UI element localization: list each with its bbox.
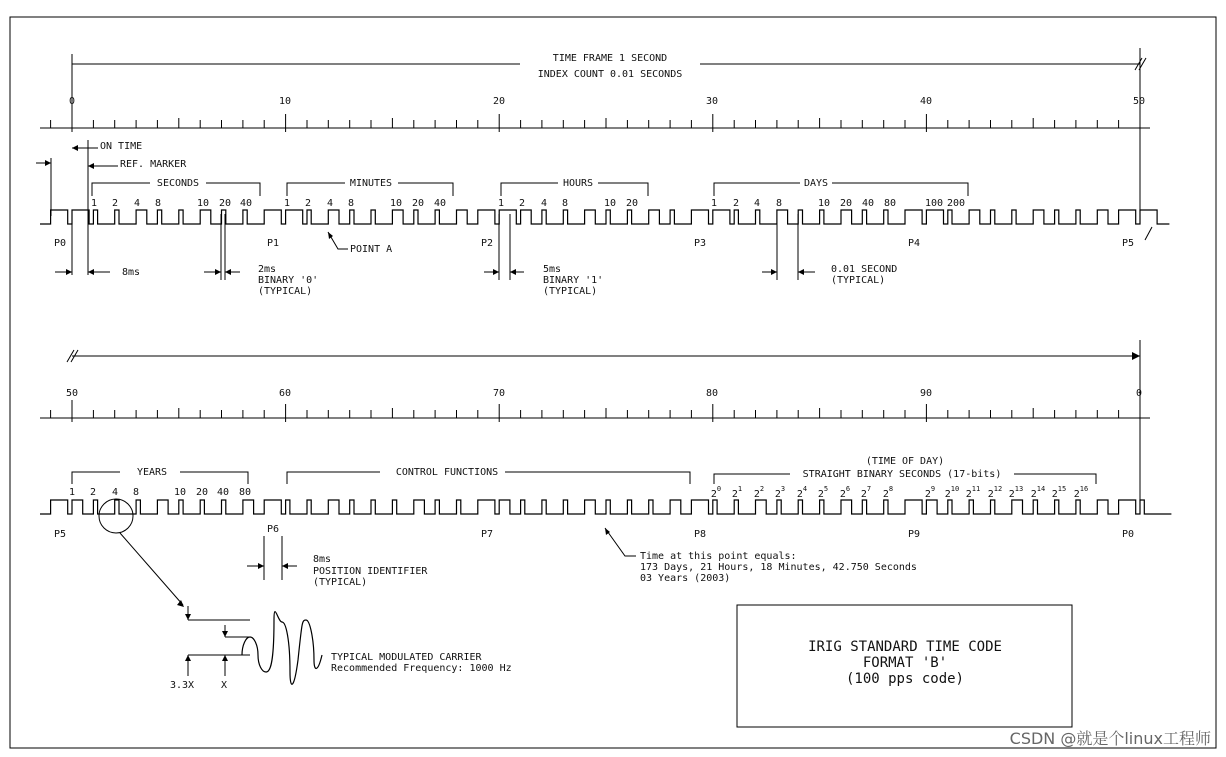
yr-bit-10: 10 [173,487,187,498]
sbs-bit-label: $2^5$ [817,485,829,500]
yr-bit-4: 4 [111,487,119,498]
time-of-day-label: (TIME OF DAY) [865,456,945,467]
scale-30: 30 [705,96,719,107]
sbs-bit-label: $2^3$ [774,485,786,500]
pulse-path [40,500,1171,514]
day-bit-80: 80 [883,198,897,209]
days-bracket [714,183,968,196]
marker-p4: P4 [907,238,921,249]
ann-001-second: 0.01 SECOND [831,264,898,275]
marker2-p5: P5 [53,529,67,540]
marker2-p0: P0 [1121,529,1135,540]
hours-label: HOURS [562,178,594,189]
sec-bit-1: 1 [90,198,98,209]
min-bit-2: 2 [304,198,312,209]
ann-binary0-typ: (TYPICAL) [258,286,313,297]
hr-bit-2: 2 [518,198,526,209]
sbs-bit-label: $2^{11}$ [965,485,981,500]
sbs-bit-label: $2^9$ [924,485,936,500]
marker-p1: P1 [266,238,280,249]
yr-bit-8: 8 [132,487,140,498]
pos-id-typ: (TYPICAL) [313,577,368,588]
time-note-l3: 03 Years (2003) [640,573,731,584]
sec-bit-8: 8 [154,198,162,209]
ann-binary1-typ: (TYPICAL) [543,286,598,297]
sbs-bit-label: $2^2$ [753,485,765,500]
time-frame-label: TIME FRAME 1 SECOND [552,53,668,64]
scale2-60: 60 [278,388,292,399]
sbs-bit-label: $2^1$ [731,485,743,500]
sbs-bit-label: $2^8$ [882,485,894,500]
ann-001-typ: (TYPICAL) [831,275,886,286]
marker-p2: P2 [480,238,494,249]
hr-bit-8: 8 [561,198,569,209]
yr-bit-40: 40 [216,487,230,498]
ann-binary1: BINARY '1' [543,275,604,286]
time-note-l1: Time at this point equals: [640,551,797,562]
index-scale-row1 [40,114,1150,132]
index-count-label: INDEX COUNT 0.01 SECONDS [537,69,683,80]
scale-50: 50 [1132,96,1146,107]
sbs-bit-label: $2^6$ [839,485,851,500]
carrier-title: TYPICAL MODULATED CARRIER [331,652,482,663]
ann-2ms: 2ms [258,264,277,275]
carrier-waveform [242,612,322,685]
point-a-label: POINT A [350,244,393,255]
sbs-bit-label: $2^{15}$ [1051,485,1067,500]
sec-bit-10: 10 [196,198,210,209]
scale2-50: 50 [65,388,79,399]
day-bit-2: 2 [732,198,740,209]
marker2-p8: P8 [693,529,707,540]
scale-0: 0 [68,96,76,107]
sbs-bit-label: $2^{12}$ [987,485,1003,500]
yr-bit-1: 1 [68,487,76,498]
hr-bit-1: 1 [497,198,505,209]
min-bit-40: 40 [433,198,447,209]
diagram-border [10,17,1216,748]
hr-bit-10: 10 [603,198,617,209]
sec-bit-20: 20 [218,198,232,209]
days-label: DAYS [803,178,829,189]
pulse-train-row1 [40,210,1169,224]
day-bit-100: 100 [924,198,944,209]
seconds-label: SECONDS [156,178,200,189]
sbs-bit-label: $2^7$ [860,485,872,500]
ref-marker-label: REF. MARKER [120,159,187,170]
day-bit-4: 4 [753,198,761,209]
sec-bit-4: 4 [133,198,141,209]
scale-10: 10 [278,96,292,107]
hr-bit-4: 4 [540,198,548,209]
title-line1: IRIG STANDARD TIME CODE [808,639,1002,655]
min-bit-20: 20 [411,198,425,209]
sbs-bit-label: $2^{14}$ [1030,485,1046,500]
title-line2: FORMAT 'B' [862,655,948,671]
scale-20: 20 [492,96,506,107]
pos-id-8ms: 8ms [313,554,332,565]
min-bit-4: 4 [326,198,334,209]
sbs-label: STRAIGHT BINARY SECONDS (17-bits) [802,469,1002,480]
sec-bit-40: 40 [239,198,253,209]
day-bit-1: 1 [710,198,718,209]
pos-id-label: POSITION IDENTIFIER [313,566,428,577]
watermark: CSDN @就是个linux工程师 [1009,729,1211,748]
time-note-l2: 173 Days, 21 Hours, 18 Minutes, 42.750 Seconds [640,562,917,573]
carrier-freq: Recommended Frequency: 1000 Hz [331,663,512,674]
ann-binary0: BINARY '0' [258,275,319,286]
ann-5ms: 5ms [543,264,562,275]
scale2-80: 80 [705,388,719,399]
scale2-70: 70 [492,388,506,399]
yr-bit-20: 20 [195,487,209,498]
index-scale-row2 [40,404,1150,422]
sbs-bit-labels [711,485,1088,500]
min-bit-8: 8 [347,198,355,209]
amp-3-3x: 3.3X [170,680,195,691]
sbs-bit-label: $2^4$ [796,485,808,500]
sbs-bit-label: $2^{10}$ [944,485,960,500]
magnifier-circle [99,499,133,533]
scale2-90: 90 [919,388,933,399]
marker-p5-row1: P5 [1121,238,1135,249]
yr-bit-80: 80 [238,487,252,498]
day-bit-10: 10 [817,198,831,209]
years-label: YEARS [136,467,168,478]
title-line3: (100 pps code) [845,671,965,687]
hr-bit-20: 20 [625,198,639,209]
marker2-p6: P6 [266,524,280,535]
on-time-label: ON TIME [100,141,143,152]
sbs-bit-label: $2^{16}$ [1073,485,1089,500]
scale2-0: 0 [1135,388,1143,399]
minutes-label: MINUTES [349,178,393,189]
amp-x: X [221,680,228,691]
sbs-bit-label: $2^{13}$ [1008,485,1024,500]
day-bit-200: 200 [946,198,966,209]
ann-8ms: 8ms [122,267,141,278]
pulse-train-row2 [40,500,1171,514]
sec-bit-2: 2 [111,198,119,209]
control-functions-label: CONTROL FUNCTIONS [395,467,499,478]
day-bit-20: 20 [839,198,853,209]
pulse-path [40,210,1169,224]
marker-p3: P3 [693,238,707,249]
yr-bit-2: 2 [89,487,97,498]
marker-p0: P0 [53,238,67,249]
min-bit-10: 10 [389,198,403,209]
day-bit-8: 8 [775,198,783,209]
marker2-p9: P9 [907,529,921,540]
sbs-bit-label: $2^0$ [710,485,722,500]
marker2-p7: P7 [480,529,494,540]
min-bit-1: 1 [283,198,291,209]
day-bit-40: 40 [861,198,875,209]
scale-40: 40 [919,96,933,107]
